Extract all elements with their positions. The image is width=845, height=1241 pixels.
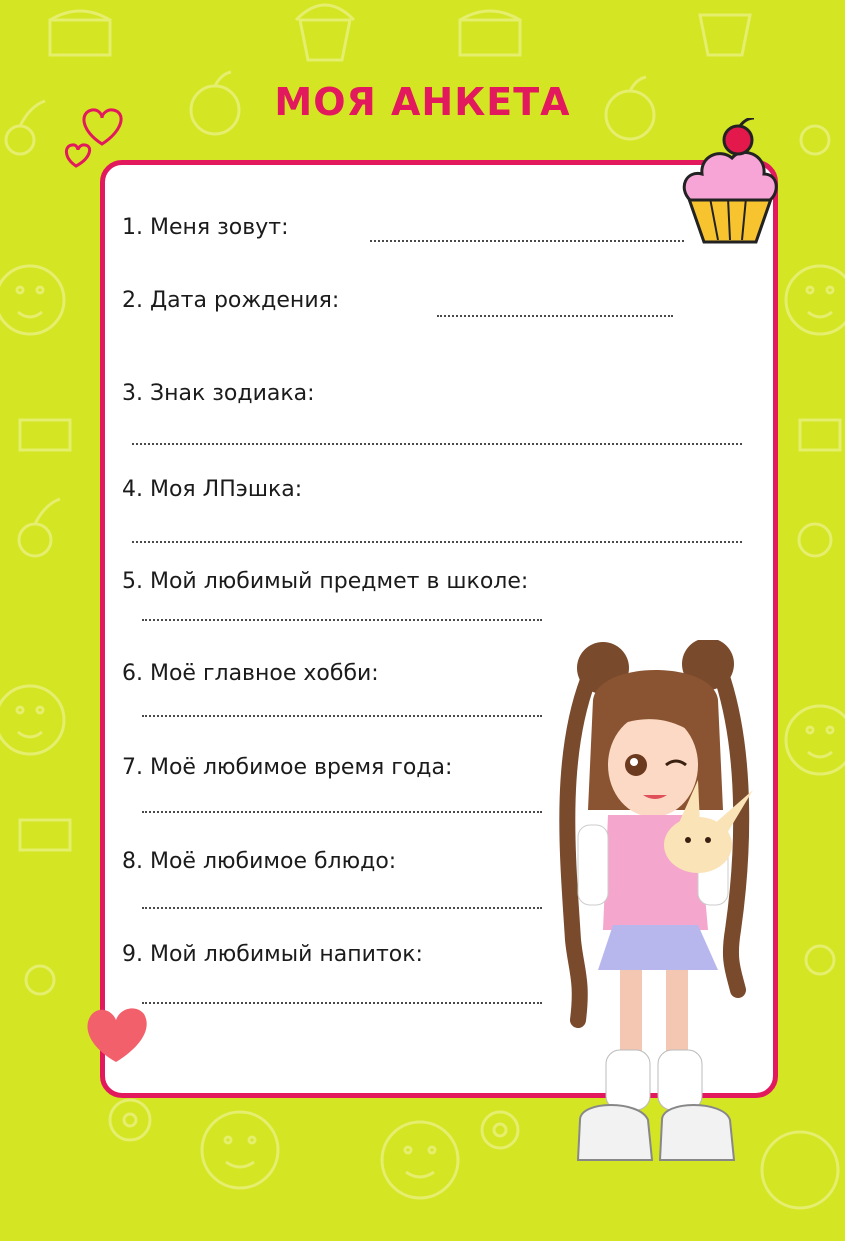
cherry-doodle-icon (26, 966, 54, 994)
sun-doodle-icon (382, 1122, 458, 1198)
question-hobby-label: 6. Моё главное хобби: (122, 661, 379, 686)
cake-doodle-icon (800, 420, 840, 450)
answer-name-line[interactable] (370, 240, 684, 242)
heart-icon (66, 145, 89, 166)
question-zodiac-label: 3. Знак зодиака: (122, 381, 315, 406)
question-school-subject-label: 5. Мой любимый предмет в школе: (122, 569, 529, 594)
cupcake-doodle-icon (700, 15, 750, 55)
heart-icon (84, 110, 121, 144)
sun-doodle-icon (202, 1112, 278, 1188)
cherry-doodle-icon (801, 126, 829, 154)
sun-doodle-icon (786, 266, 845, 334)
heart-icon (80, 1004, 150, 1064)
answer-school-subject-line[interactable] (142, 619, 542, 621)
answer-zodiac-line[interactable] (132, 443, 742, 445)
sun-doodle-icon (762, 1132, 838, 1208)
cake-doodle-icon (20, 420, 70, 450)
answer-lp-line[interactable] (132, 541, 742, 543)
question-dish-label: 8. Моё любимое блюдо: (122, 849, 397, 874)
flower-doodle-icon (110, 1100, 150, 1140)
girl-with-dog-illustration (548, 640, 758, 1180)
cherry-doodle-icon (799, 524, 831, 556)
answer-birthdate-line[interactable] (437, 315, 673, 317)
cupcake-doodle-icon (296, 5, 354, 60)
cherry-doodle-icon (19, 499, 60, 556)
question-lp-label: 4. Моя ЛПэшка: (122, 477, 303, 502)
question-birthdate-label: 2. Дата рождения: (122, 288, 340, 313)
sun-doodle-icon (0, 266, 64, 334)
cake-doodle-icon (20, 820, 70, 850)
sun-doodle-icon (786, 706, 845, 774)
sun-doodle-icon (0, 686, 64, 754)
cupcake-icon (680, 118, 780, 248)
cake-doodle-icon (460, 11, 520, 55)
answer-drink-line[interactable] (142, 1002, 542, 1004)
cherry-doodle-icon (806, 946, 834, 974)
answer-hobby-line[interactable] (142, 715, 542, 717)
question-drink-label: 9. Мой любимый напиток: (122, 942, 423, 967)
question-name-label: 1. Меня зовут: (122, 215, 289, 240)
answer-dish-line[interactable] (142, 907, 542, 909)
page-title: МОЯ АНКЕТА (274, 80, 571, 124)
answer-season-line[interactable] (142, 811, 542, 813)
flower-doodle-icon (482, 1112, 518, 1148)
cake-doodle-icon (50, 11, 110, 55)
question-season-label: 7. Моё любимое время года: (122, 755, 453, 780)
